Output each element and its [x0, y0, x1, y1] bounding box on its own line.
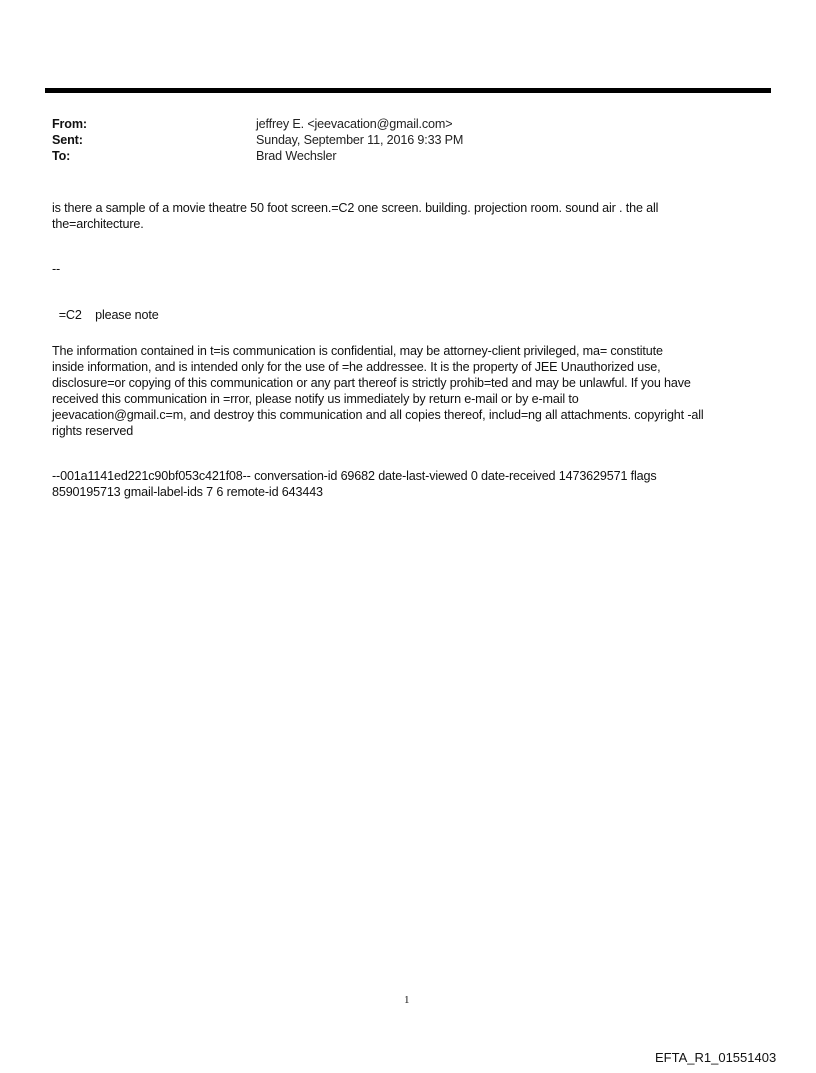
- disclaimer-line: rights reserved: [52, 424, 134, 438]
- disclaimer-line: disclosure=or copying of this communication or any part thereof is strictly prohib=ted and may be unlawful. If you have: [52, 376, 691, 390]
- sent-value: Sunday, September 11, 2016 9:33 PM: [256, 133, 464, 147]
- page-number: 1: [404, 994, 410, 1006]
- message-line: is there a sample of a movie theatre 50 foot screen.=C2 one screen. building. projection room. sound air . the all: [52, 201, 659, 215]
- disclaimer-line: jeevacation@gmail.c=m, and destroy this communication and all copies thereof, includ=ng all attachments. copyright -all: [52, 408, 704, 422]
- metadata-line: --001a1141ed221c90bf053c421f08-- conversation-id 69682 date-last-viewed 0 date-received 1473629571 flags: [52, 469, 657, 483]
- to-value: Brad Wechsler: [256, 149, 337, 163]
- bates-id: EFTA_R1_01551403: [655, 1050, 777, 1065]
- header-rule: [45, 88, 771, 93]
- note-line: =C2 please note: [52, 308, 159, 322]
- to-label: To:: [52, 149, 71, 163]
- from-value: jeffrey E. <jeevacation@gmail.com>: [256, 117, 453, 131]
- sent-label: Sent:: [52, 133, 83, 147]
- metadata-line: 8590195713 gmail-label-ids 7 6 remote-id 643443: [52, 485, 323, 499]
- message-line: the=architecture.: [52, 217, 144, 231]
- disclaimer-line: received this communication in =rror, please notify us immediately by return e-mail or by e-mail to: [52, 392, 579, 406]
- from-label: From:: [52, 117, 87, 131]
- signature-separator: --: [52, 262, 61, 276]
- disclaimer-line: The information contained in t=is communication is confidential, may be attorney-client privileged, ma= constitute: [52, 344, 663, 358]
- disclaimer-line: inside information, and is intended only for the use of =he addressee. It is the property of JEE Unauthorized use,: [52, 360, 661, 374]
